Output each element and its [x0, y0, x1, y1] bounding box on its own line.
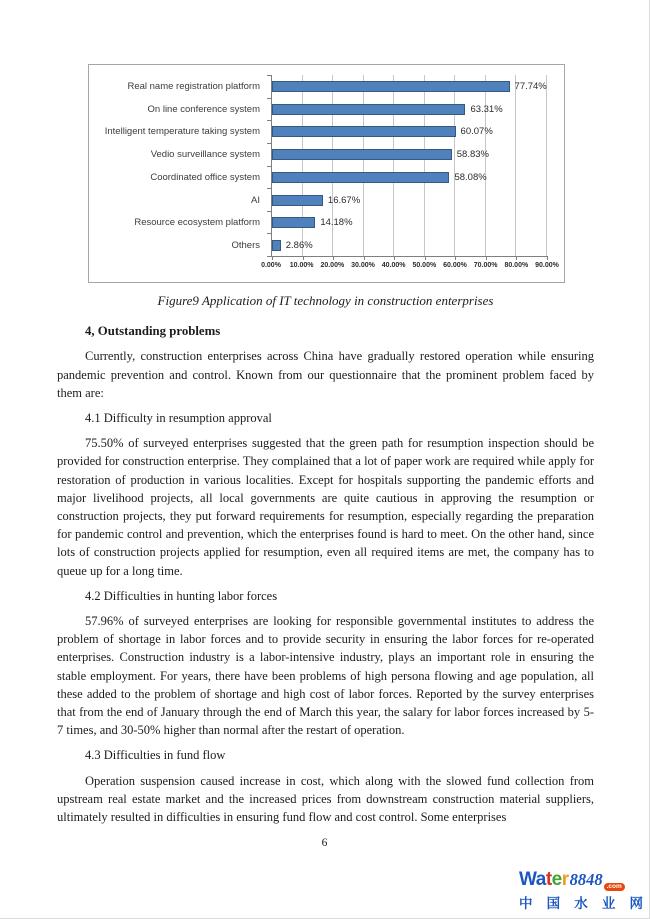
chart-y-tick — [267, 188, 272, 189]
chart-category-labels — [89, 75, 265, 257]
chart-x-tick-label: 60.00% — [443, 262, 467, 269]
section-4-heading: 4, Outstanding problems — [85, 324, 221, 339]
chart-bar-value: 58.83% — [456, 149, 489, 161]
logo-8848-text: 8848 — [569, 870, 603, 889]
chart-x-tick-label: 10.00% — [289, 262, 314, 269]
chart-x-tick-label: 50.00% — [412, 262, 437, 269]
chart-bar-row — [272, 143, 547, 166]
chart-bar-row — [272, 166, 547, 189]
logo-chinese-char: 中 — [519, 896, 533, 911]
chart-category-label: Intelligent temperature taking system — [104, 126, 260, 138]
document-body — [57, 292, 594, 833]
chart-y-tick — [267, 75, 272, 76]
chart-category-label: AI — [251, 194, 260, 206]
logo-wordmark — [519, 869, 643, 891]
chart-x-tick — [333, 256, 334, 260]
chart-x-tick — [425, 256, 426, 260]
chart-bar-value: 14.18% — [320, 217, 353, 229]
chart-x-tick — [516, 256, 517, 260]
figure-caption: Figure9 Application of IT technology in construction enterprises — [157, 293, 494, 308]
chart-x-tick — [547, 256, 548, 260]
chart-bar-row — [272, 189, 547, 212]
chart-plot — [271, 75, 547, 257]
chart-x-tick-label: 20.00% — [320, 262, 345, 269]
logo-chinese-char: 网 — [629, 896, 643, 911]
chart-category-label: Vedio surveillance system — [150, 149, 260, 161]
chart-bar-value: 16.67% — [327, 194, 361, 206]
chart-y-tick — [267, 211, 272, 212]
section-4-2-title: 4.2 Difficulties in hunting labor forces — [85, 588, 278, 603]
section-4-2-body: 57.96% of surveyed enterprises are looking for responsible governmental institutes to address the problem of shortage in labor forces and to provide security in ensuring the labor forces for re-operated enterprises. Construction industry is a labor-intensive industry, plays an important role in ensuring the stable employment. For years, there have been problems of high persona flowing and age population, all these added to the problem of shortage and high cost of labor forces. Reported by the survey enterprises that from the end of January through the end of March this year, the salary for labor forces increased by 5-7 times, and 30-50% higher than normal after the restart of operation. — [57, 614, 594, 738]
section-4-3-title: 4.3 Difficulties in fund flow — [85, 748, 226, 763]
chart-bar — [272, 217, 315, 228]
chart-y-tick — [267, 166, 272, 167]
chart-bar-value: 58.08% — [454, 171, 487, 183]
chart-y-tick — [267, 98, 272, 99]
water8848-logo — [519, 869, 643, 912]
chart-category-label: Real name registration platform — [127, 80, 260, 92]
chart-x-tick — [455, 256, 456, 260]
chart-bar-value: 63.31% — [470, 103, 503, 115]
chart-bar — [272, 104, 465, 115]
chart-category-label: On line conference system — [147, 103, 260, 115]
chart-y-tick — [267, 233, 272, 234]
chart-bar-row — [272, 121, 547, 144]
section-4-1-title: 4.1 Difficulty in resumption approval — [85, 411, 272, 426]
intro-paragraph: Currently, construction enterprises across China have gradually restored operation while ensuring pandemic prevention and control. Known from our questionnaire that the prominent problem faced by them are: — [57, 349, 594, 400]
logo-letter: e — [551, 869, 562, 890]
chart-bar-value: 2.86% — [285, 240, 313, 252]
logo-letter: r — [561, 869, 569, 890]
chart-bar — [272, 195, 323, 206]
chart-x-tick-label: 70.00% — [473, 262, 498, 269]
logo-chinese-char: 业 — [601, 896, 616, 911]
chart-bar-row — [272, 98, 547, 121]
chart-bar — [272, 149, 452, 160]
chart-bar-row — [272, 212, 547, 235]
logo-letter: t — [545, 869, 552, 890]
chart-bar — [272, 240, 281, 251]
chart-bar-value: 60.07% — [460, 126, 493, 138]
figure9-bar-chart — [88, 64, 565, 283]
logo-com-badge: .com — [604, 883, 625, 892]
section-4-3-body: Operation suspension caused increase in cost, which along with the slowed fund collection from upstream real estate market and the increased prices from downstream construction material suppliers, ultimately resulted in difficulties in ensuring fund flow and cost control. Some enterprises — [57, 773, 594, 825]
chart-category-label: Coordinated office system — [150, 171, 260, 183]
chart-bar-value: 77.74% — [514, 80, 547, 92]
chart-bar-row — [272, 234, 547, 257]
chart-x-tick-label: 90.00% — [535, 262, 559, 269]
chart-x-tick-label: 80.00% — [504, 262, 529, 269]
logo-water-text — [519, 869, 569, 891]
chart-y-tick — [267, 120, 272, 121]
logo-letter: W — [519, 869, 536, 890]
chart-x-tick — [394, 256, 395, 260]
logo-letter: a — [535, 869, 546, 890]
chart-bar — [272, 81, 510, 92]
chart-bar — [272, 172, 449, 183]
chart-x-tick-label: 40.00% — [381, 262, 406, 269]
logo-chinese-text — [519, 892, 643, 912]
chart-category-label: Resource ecosystem platform — [134, 217, 260, 229]
chart-x-axis-labels — [261, 262, 559, 276]
section-4-1-body: 75.50% of surveyed enterprises suggested that the green path for resumption inspection should be provided for construction enterprise. They complained that a lot of paper work are required while apply for restoration of production in various localities. Except for hospitals supporting the pandemic efforts and major livelihood projects, all local governments are quite cautious in approving the resumption or construction projects, they put forward requirements for resumption, especially regarding the preparation for pandemic control and prevention, which the enterprises found is hard to meet. On the other hand, since lots of construction projects applied for resumption, even all required items are met, the company has to queue up for a long time. — [57, 436, 594, 578]
page-number: 6 — [321, 837, 328, 849]
chart-x-tick-label: 30.00% — [351, 262, 375, 269]
logo-chinese-char: 国 — [546, 896, 561, 911]
chart-x-tick — [303, 256, 304, 260]
chart-x-tick — [364, 256, 365, 260]
chart-x-tick-label: 0.00% — [261, 262, 281, 269]
chart-bar — [272, 126, 456, 137]
chart-y-tick — [267, 143, 272, 144]
chart-bar-row — [272, 75, 547, 98]
chart-x-tick — [272, 256, 273, 260]
chart-category-label: Others — [231, 240, 260, 252]
chart-x-tick — [486, 256, 487, 260]
logo-chinese-char: 水 — [574, 896, 588, 911]
